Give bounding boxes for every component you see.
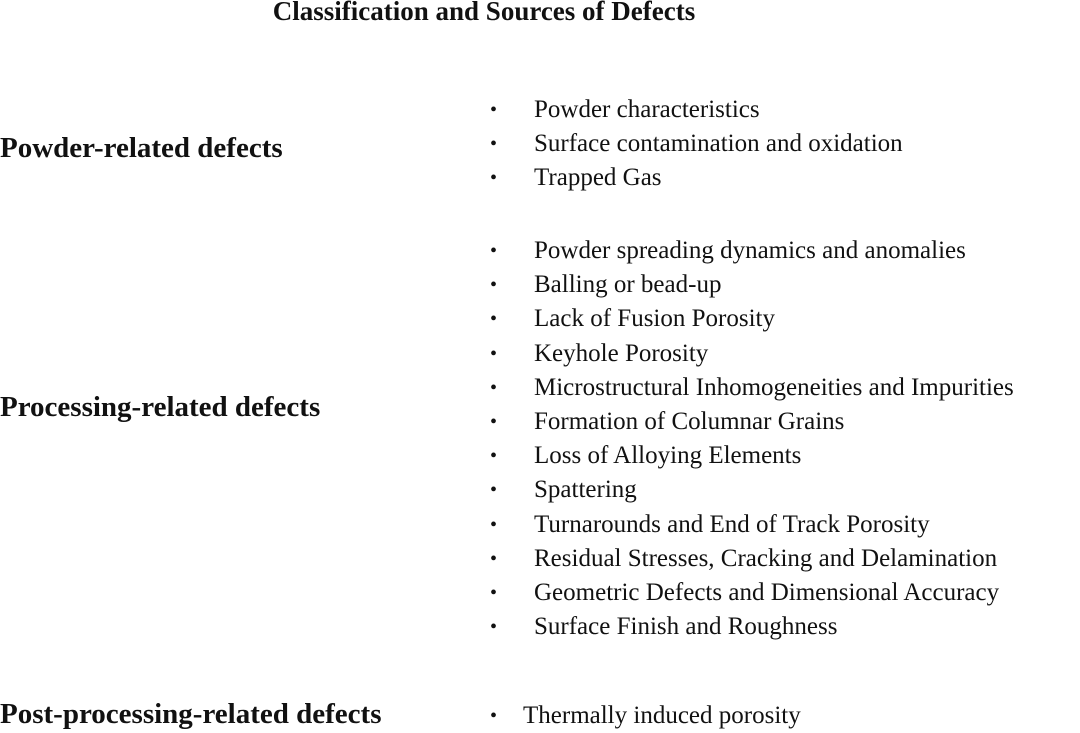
list-item-text: Residual Stresses, Cracking and Delamination xyxy=(534,544,998,572)
list-item-text: Formation of Columnar Grains xyxy=(534,407,845,435)
bullet-icon: • xyxy=(490,616,498,639)
bullet-icon: • xyxy=(490,445,498,468)
bullet-icon: • xyxy=(490,240,498,262)
bullet-icon: • xyxy=(490,479,498,502)
bullet-icon: • xyxy=(490,581,498,604)
list-item-text: Powder characteristics xyxy=(534,96,760,123)
list-item-text: Lack of Fusion Porosity xyxy=(534,305,775,333)
bullet-icon: • xyxy=(490,705,498,727)
list-item-text: Microstructural Inhomogeneities and Impurities xyxy=(534,373,1014,401)
bullet-icon: • xyxy=(490,410,498,433)
bullet-icon: • xyxy=(490,308,498,331)
list-item-text: Surface contamination and oxidation xyxy=(534,130,903,158)
bullet-icon: • xyxy=(490,547,498,570)
list-item-text: Thermally induced porosity xyxy=(523,702,801,729)
bullet-icon: • xyxy=(490,342,498,365)
diagram-title: Classification and Sources of Defects xyxy=(272,0,696,26)
list-item-text: Keyhole Porosity xyxy=(534,339,709,367)
bullet-icon: • xyxy=(490,376,498,399)
category-powder-related: Powder-related defects xyxy=(0,132,283,164)
bullet-icon: • xyxy=(490,99,498,121)
bullet-icon: • xyxy=(490,274,498,297)
list-item-text: Geometric Defects and Dimensional Accuracy xyxy=(534,578,1000,606)
bullet-icon: • xyxy=(490,167,498,190)
category-processing-related: Processing-related defects xyxy=(0,391,321,423)
list-item-text: Spattering xyxy=(534,476,637,504)
list-item-text: Surface Finish and Roughness xyxy=(534,613,838,641)
category-post-processing-related: Post-processing-related defects xyxy=(0,698,382,730)
bullet-icon: • xyxy=(490,513,498,536)
list-item-text: Loss of Alloying Elements xyxy=(534,442,802,470)
list-item-text: Trapped Gas xyxy=(534,164,662,192)
bullet-icon: • xyxy=(490,133,498,156)
list-item-text: Powder spreading dynamics and anomalies xyxy=(534,237,966,264)
list-item-text: Balling or bead-up xyxy=(534,271,722,299)
list-item-text: Turnarounds and End of Track Porosity xyxy=(534,510,930,538)
